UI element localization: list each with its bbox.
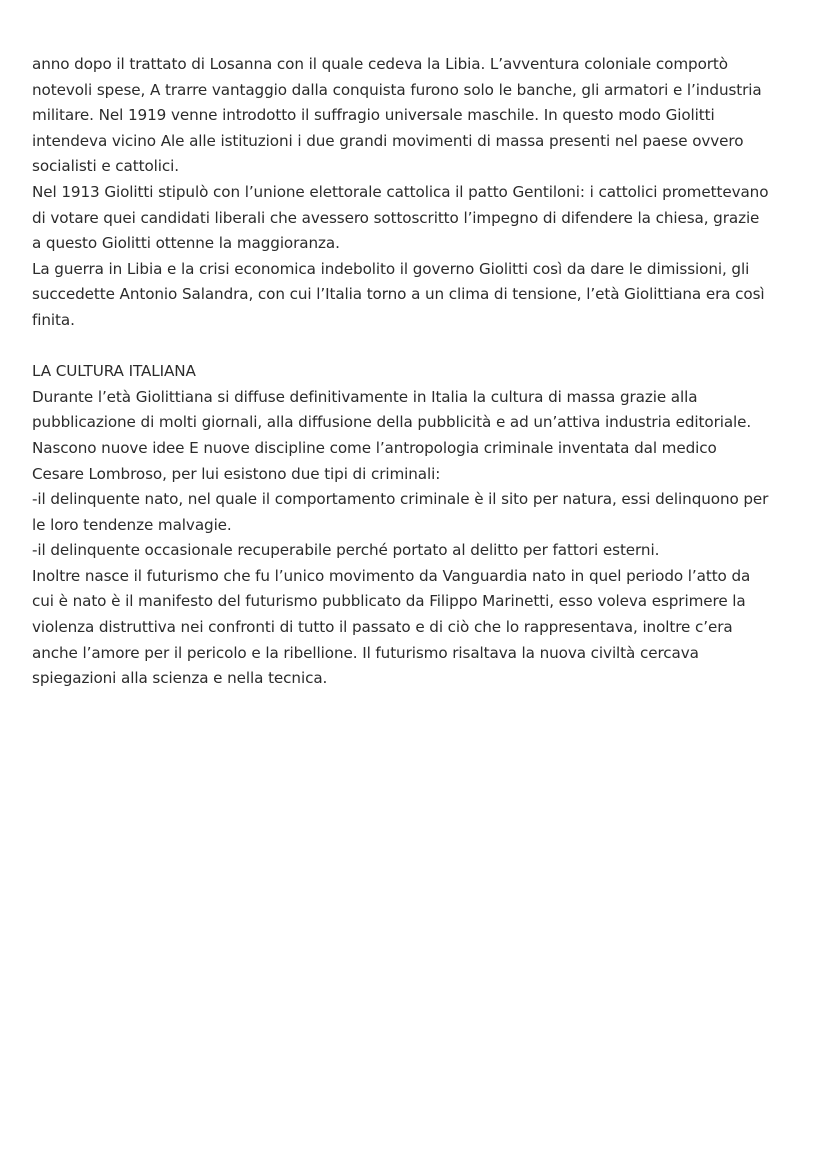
- text-line: cui è nato è il manifesto del futurismo pubblicato da Filippo Marinetti, esso voleva esprimere la: [32, 592, 746, 611]
- text-line: finita.: [32, 310, 75, 329]
- text-line: spiegazioni alla scienza e nella tecnica.: [32, 669, 328, 688]
- text-line: La guerra in Libia e la crisi economica indebolito il governo Giolitti così da dare le dimissioni, gli: [32, 259, 750, 278]
- text-line: di votare quei candidati liberali che avessero sottoscritto l’impegno di difendere la chiesa, grazie: [32, 208, 760, 227]
- text-line: Nel 1913 Giolitti stipulò con l’unione elettorale cattolica il patto Gentiloni: i cattolici promettevano: [32, 182, 769, 201]
- text-line: Inoltre nasce il futurismo che fu l’unico movimento da Vanguardia nato in quel periodo l’atto da: [32, 566, 751, 585]
- text-line: socialisti e cattolici.: [32, 157, 180, 176]
- intro-paragraphs: [32, 52, 802, 334]
- text-line: militare. Nel 1919 venne introdotto il suffragio universale maschile. In questo modo Giolitti: [32, 106, 715, 125]
- section-title: LA CULTURA ITALIANA: [32, 362, 196, 381]
- text-line: a questo Giolitti ottenne la maggioranza.: [32, 234, 340, 253]
- text-line: -il delinquente occasionale recuperabile perché portato al delitto per fattori esterni.: [32, 541, 660, 560]
- text-line: -il delinquente nato, nel quale il comportamento criminale è il sito per natura, essi delinquono per: [32, 490, 769, 509]
- text-line: Cesare Lombroso, per lui esistono due tipi di criminali:: [32, 464, 441, 483]
- text-line: anche l’amore per il pericolo e la ribellione. Il futurismo risaltava la nuova civiltà cercava: [32, 643, 699, 662]
- text-line: anno dopo il trattato di Losanna con il quale cedeva la Libia. L’avventura coloniale comportò: [32, 55, 728, 73]
- text-line: intendeva vicino Ale alle istituzioni i due grandi movimenti di massa presenti nel paese ovvero: [32, 131, 744, 150]
- text-line: Durante l’età Giolittiana si diffuse definitivamente in Italia la cultura di massa grazie alla: [32, 387, 698, 406]
- document-page: [32, 52, 802, 692]
- text-line: le loro tendenze malvagie.: [32, 515, 232, 534]
- text-line: notevoli spese, A trarre vantaggio dalla conquista furono solo le banche, gli armatori e l’industria: [32, 80, 762, 99]
- text-line: Nascono nuove idee E nuove discipline come l’antropologia criminale inventata dal medico: [32, 438, 717, 457]
- text-line: violenza distruttiva nei confronti di tutto il passato e di ciò che lo rappresentava, inoltre c’era: [32, 618, 733, 637]
- section-paragraphs: [32, 385, 802, 692]
- text-line: pubblicazione di molti giornali, alla diffusione della pubblicità e ad un’attiva industria editoriale.: [32, 413, 752, 432]
- paragraph-spacer: [32, 334, 802, 360]
- text-line: succedette Antonio Salandra, con cui l’Italia torno a un clima di tensione, l’età Giolittiana era così: [32, 285, 765, 304]
